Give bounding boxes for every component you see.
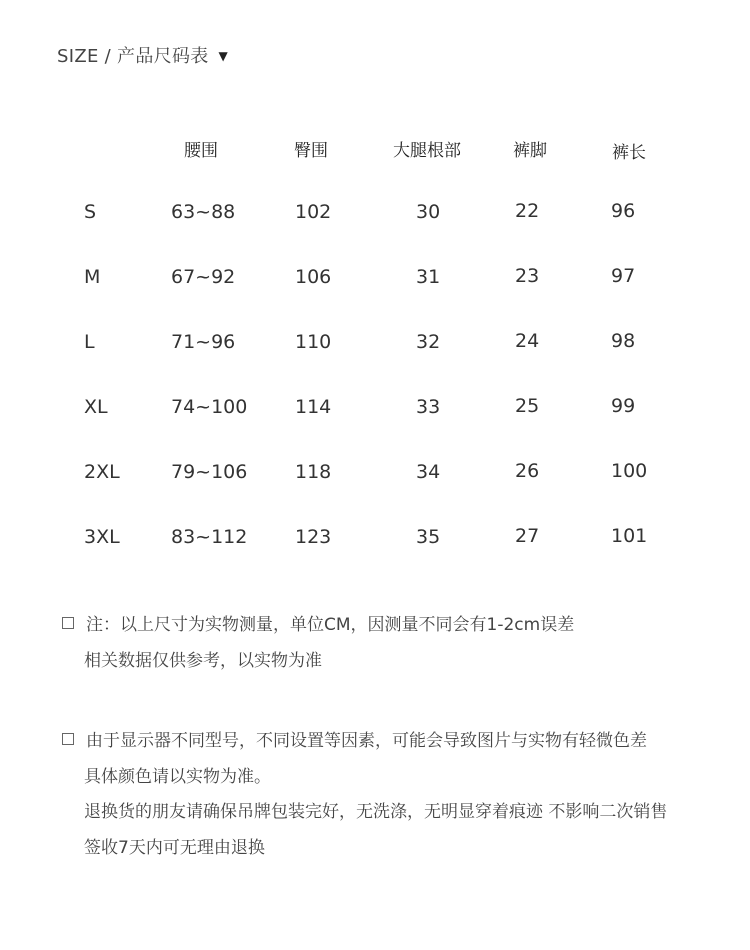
size-label: 2XL	[84, 461, 120, 483]
note-line: 退换货的朋友请确保吊牌包装完好，无洗涤，无明显穿着痕迹 不影响二次销售	[84, 802, 668, 822]
size-label: 3XL	[84, 526, 120, 548]
thigh-value: 34	[416, 461, 441, 483]
hip-value: 106	[295, 266, 332, 288]
size-label: L	[84, 331, 95, 353]
checkbox-icon	[62, 617, 74, 629]
length-value: 96	[611, 200, 636, 222]
length-value: 101	[611, 525, 648, 547]
hip-value: 114	[295, 396, 332, 418]
note-line: 具体颜色请以实物为准。	[84, 767, 271, 787]
hem-value: 22	[515, 200, 540, 222]
hip-value: 102	[295, 201, 332, 223]
hip-value: 110	[295, 331, 332, 353]
thigh-value: 32	[416, 331, 441, 353]
triangle-down-icon: ▼	[218, 49, 229, 63]
header-hem: 裤脚	[513, 141, 547, 161]
header-hip: 臀围	[294, 141, 328, 161]
note-measurement	[62, 610, 574, 635]
thigh-value: 31	[416, 266, 441, 288]
size-label: M	[84, 266, 101, 288]
waist-value: 79~106	[171, 461, 248, 483]
length-value: 98	[611, 330, 636, 352]
hem-value: 27	[515, 525, 540, 547]
length-value: 97	[611, 265, 636, 287]
page-title	[57, 42, 228, 68]
size-label: S	[84, 201, 97, 223]
size-label: XL	[84, 396, 108, 418]
note-line: 由于显示器不同型号，不同设置等因素，可能会导致图片与实物有轻微色差	[86, 731, 647, 751]
waist-value: 71~96	[171, 331, 236, 353]
checkbox-icon	[62, 733, 74, 745]
hip-value: 118	[295, 461, 332, 483]
note-color-returns	[62, 726, 647, 751]
thigh-value: 35	[416, 526, 441, 548]
hem-value: 24	[515, 330, 540, 352]
page-title-text: SIZE / 产品尺码表	[57, 46, 209, 67]
hip-value: 123	[295, 526, 332, 548]
note-line: 相关数据仅供参考，以实物为准	[84, 651, 322, 671]
hem-value: 23	[515, 265, 540, 287]
note-line: 签收7天内可无理由退换	[84, 838, 265, 858]
thigh-value: 30	[416, 201, 441, 223]
waist-value: 63~88	[171, 201, 236, 223]
note-line: 注：以上尺寸为实物测量，单位CM，因测量不同会有1-2cm误差	[86, 615, 575, 635]
hem-value: 25	[515, 395, 540, 417]
thigh-value: 33	[416, 396, 441, 418]
length-value: 99	[611, 395, 636, 417]
header-thigh: 大腿根部	[393, 141, 461, 161]
hem-value: 26	[515, 460, 540, 482]
waist-value: 67~92	[171, 266, 236, 288]
header-length: 裤长	[612, 143, 646, 163]
length-value: 100	[611, 460, 648, 482]
header-waist: 腰围	[184, 141, 218, 161]
waist-value: 83~112	[171, 526, 248, 548]
waist-value: 74~100	[171, 396, 248, 418]
